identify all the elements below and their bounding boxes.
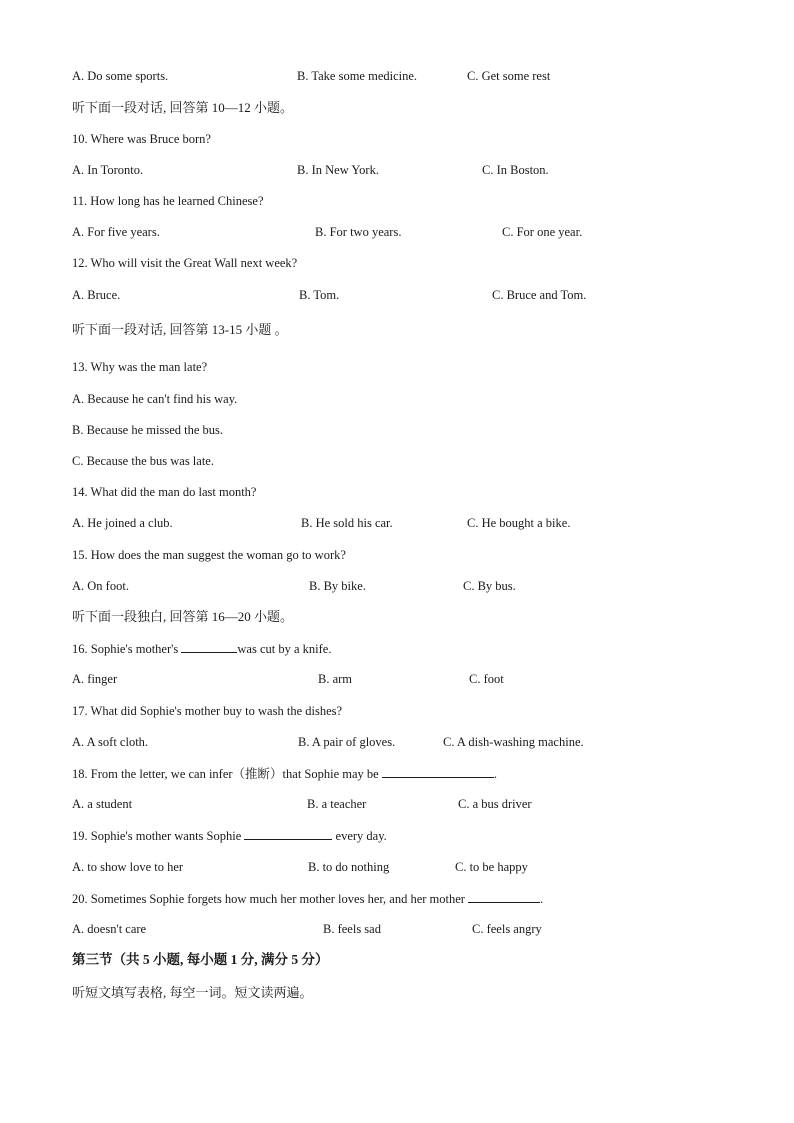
question-13: 13. Why was the man late? xyxy=(72,360,208,374)
question-16 xyxy=(72,640,331,657)
answer-blank xyxy=(382,765,494,778)
q16-option-c: C. foot xyxy=(469,672,504,686)
question-14: 14. What did the man do last month? xyxy=(72,485,257,499)
q16-option-b: B. arm xyxy=(318,672,353,686)
instruction-13-15: 听下面一段对话, 回答第 13-15 小题 。 xyxy=(72,322,288,337)
q15-option-b: B. By bike. xyxy=(309,579,366,593)
q12-option-b: B. Tom. xyxy=(299,288,340,302)
q9-option-c: C. Get some rest xyxy=(467,69,551,83)
q15-option-c: C. By bus. xyxy=(463,579,516,593)
q11-option-a: A. For five years. xyxy=(72,225,160,239)
q13-option-b: B. Because he missed the bus. xyxy=(72,423,224,437)
question-19 xyxy=(72,827,387,844)
q13-option-a: A. Because he can't find his way. xyxy=(72,392,238,406)
question-19-after: every day. xyxy=(332,829,387,843)
q16-option-a: A. finger xyxy=(72,672,118,686)
answer-blank xyxy=(244,827,332,840)
question-18 xyxy=(72,765,497,782)
question-11: 11. How long has he learned Chinese? xyxy=(72,194,264,208)
q15-option-a: A. On foot. xyxy=(72,579,129,593)
question-16-before: 16. Sophie's mother's xyxy=(72,642,182,656)
question-10: 10. Where was Bruce born? xyxy=(72,132,211,146)
q19-option-b: B. to do nothing xyxy=(308,860,390,874)
q17-option-a: A. A soft cloth. xyxy=(72,735,149,749)
instruction-16-20: 听下面一段独白, 回答第 16—20 小题。 xyxy=(72,609,294,624)
q11-option-b: B. For two years. xyxy=(315,225,402,239)
q14-option-c: C. He bought a bike. xyxy=(467,516,571,530)
q10-option-a: A. In Toronto. xyxy=(72,163,144,177)
section-3-instruction: 听短文填写表格, 每空一词。短文读两遍。 xyxy=(72,985,313,1000)
q9-option-a: A. Do some sports. xyxy=(72,69,169,83)
q19-option-c: C. to be happy xyxy=(455,860,528,874)
q17-option-b: B. A pair of gloves. xyxy=(298,735,396,749)
q18-option-a: A. a student xyxy=(72,797,133,811)
q14-option-b: B. He sold his car. xyxy=(301,516,393,530)
question-20-after: . xyxy=(540,892,544,906)
question-12: 12. Who will visit the Great Wall next week? xyxy=(72,256,298,270)
answer-blank xyxy=(181,640,237,653)
q20-option-b: B. feels sad xyxy=(323,922,381,936)
q13-option-c: C. Because the bus was late. xyxy=(72,454,214,468)
q19-option-a: A. to show love to her xyxy=(72,860,184,874)
q18-option-c: C. a bus driver xyxy=(458,797,532,811)
q18-option-b: B. a teacher xyxy=(307,797,367,811)
q20-option-c: C. feels angry xyxy=(472,922,542,936)
q10-option-b: B. In New York. xyxy=(297,163,379,177)
question-18-before: 18. From the letter, we can infer（推断）that Sophie may be xyxy=(72,767,382,781)
question-19-before: 19. Sophie's mother wants Sophie xyxy=(72,829,245,843)
q11-option-c: C. For one year. xyxy=(502,225,583,239)
question-18-after: . xyxy=(493,767,497,781)
q9-option-b: B. Take some medicine. xyxy=(297,69,418,83)
q12-option-a: A. Bruce. xyxy=(72,288,121,302)
question-20-before: 20. Sometimes Sophie forgets how much her mother loves her, and her mother xyxy=(72,892,469,906)
section-3-heading: 第三节（共 5 小题, 每小题 1 分, 满分 5 分） xyxy=(72,952,329,967)
answer-blank xyxy=(468,890,540,903)
instruction-10-12: 听下面一段对话, 回答第 10—12 小题。 xyxy=(72,100,294,115)
q17-option-c: C. A dish-washing machine. xyxy=(443,735,584,749)
question-17: 17. What did Sophie's mother buy to wash the dishes? xyxy=(72,704,343,718)
q14-option-a: A. He joined a club. xyxy=(72,516,173,530)
question-16-after: was cut by a knife. xyxy=(237,642,332,656)
question-15: 15. How does the man suggest the woman go to work? xyxy=(72,548,346,562)
question-20 xyxy=(72,890,543,907)
q12-option-c: C. Bruce and Tom. xyxy=(492,288,587,302)
q10-option-c: C. In Boston. xyxy=(482,163,549,177)
q20-option-a: A. doesn't care xyxy=(72,922,147,936)
